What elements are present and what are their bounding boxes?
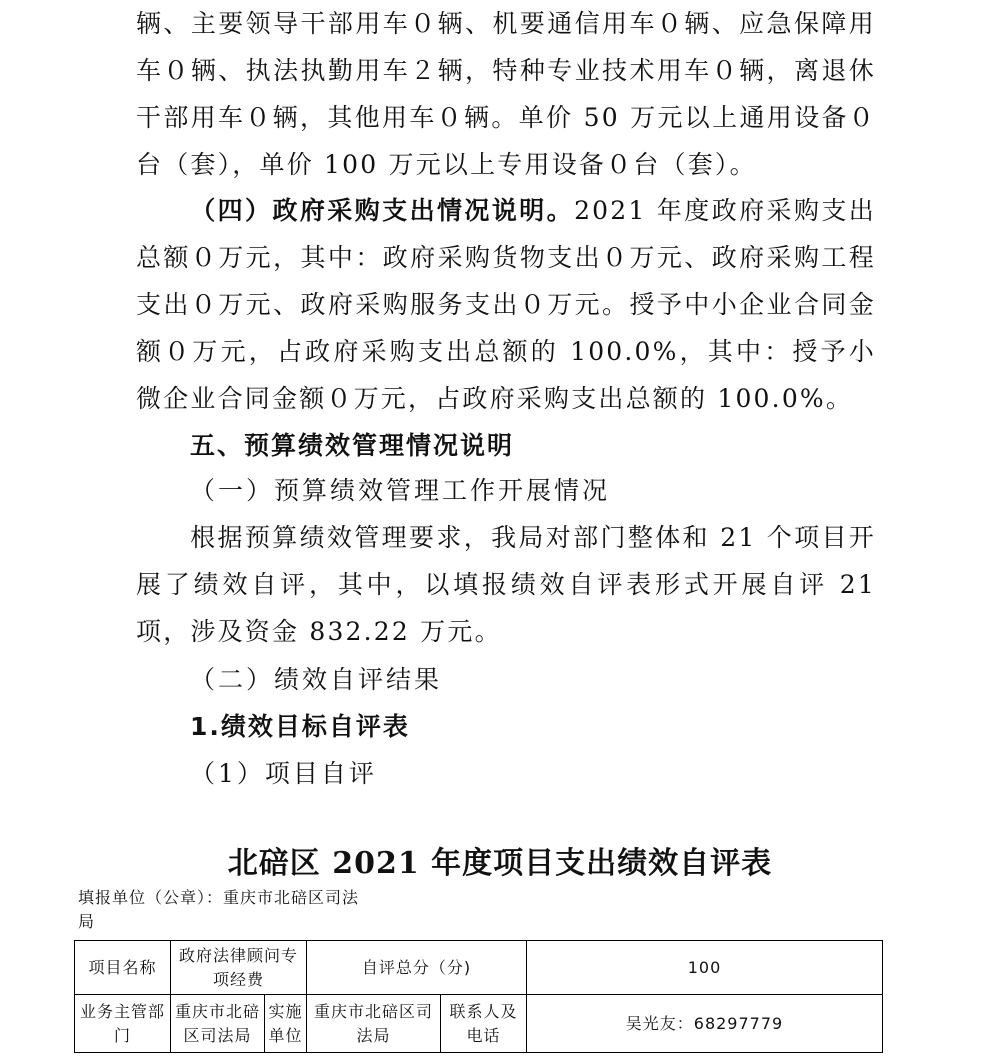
procurement-lead: （四）政府采购支出情况说明。	[190, 196, 575, 225]
heading-project-self-eval: （1）项目自评	[190, 759, 377, 788]
table-row	[75, 941, 883, 995]
table-row	[75, 995, 883, 1053]
cell-total-score-label: 自评总分（分)	[307, 941, 527, 995]
paragraph-performance: 根据预算绩效管理要求，我局对部门整体和 21 个项目开展了绩效自评，其中，以填报绩效自评表形式开展自评 21 项，涉及资金 832.22 万元。	[136, 523, 876, 646]
subsection-heading-2: （二）绩效自评结果	[190, 665, 443, 694]
cell-project-name-label: 项目名称	[75, 941, 171, 995]
section-heading-5: 五、预算绩效管理情况说明	[190, 431, 515, 460]
table-title: 北碚区 2021 年度项目支出绩效自评表	[227, 846, 773, 881]
procurement-body: 2021 年度政府采购支出总额０万元，其中：政府采购货物支出０万元、政府采购工程支出０万元、政府采购服务支出０万元。授予中小企业合同金额０万元，占政府采购支出总额的 100.0%，其中：授予小微企业合同金额０万元，占政府采购支出总额的 100.0%。	[136, 196, 876, 413]
self-eval-table	[74, 940, 883, 1053]
subsection-heading-1: （一）预算绩效管理工作开展情况	[190, 476, 611, 505]
cell-dept-value: 重庆市北碚区司法局	[171, 995, 265, 1053]
cell-contact-value: 吴光友：68297779	[527, 995, 883, 1053]
cell-total-score-value: 100	[527, 941, 883, 995]
cell-project-name-value: 政府法律顾问专项经费	[171, 941, 307, 995]
paragraph-vehicles: 辆、主要领导干部用车０辆、机要通信用车０辆、应急保障用车０辆、执法执勤用车２辆，特种专业技术用车０辆，离退休干部用车０辆，其他用车０辆。单价 50 万元以上通用设备０台（套），单价 100 万元以上专用设备０台（套）。	[136, 9, 876, 179]
cell-impl-unit-label: 实施单位	[265, 995, 307, 1053]
heading-self-eval-table: 1.绩效目标自评表	[190, 712, 410, 741]
cell-dept-label: 业务主管部门	[75, 995, 171, 1053]
cell-contact-label: 联系人及电话	[441, 995, 527, 1053]
filler-unit-label: 填报单位（公章）：重庆市北碚区司法局	[78, 888, 360, 931]
cell-impl-unit-value: 重庆市北碚区司法局	[307, 995, 441, 1053]
paragraph-procurement	[136, 187, 876, 422]
